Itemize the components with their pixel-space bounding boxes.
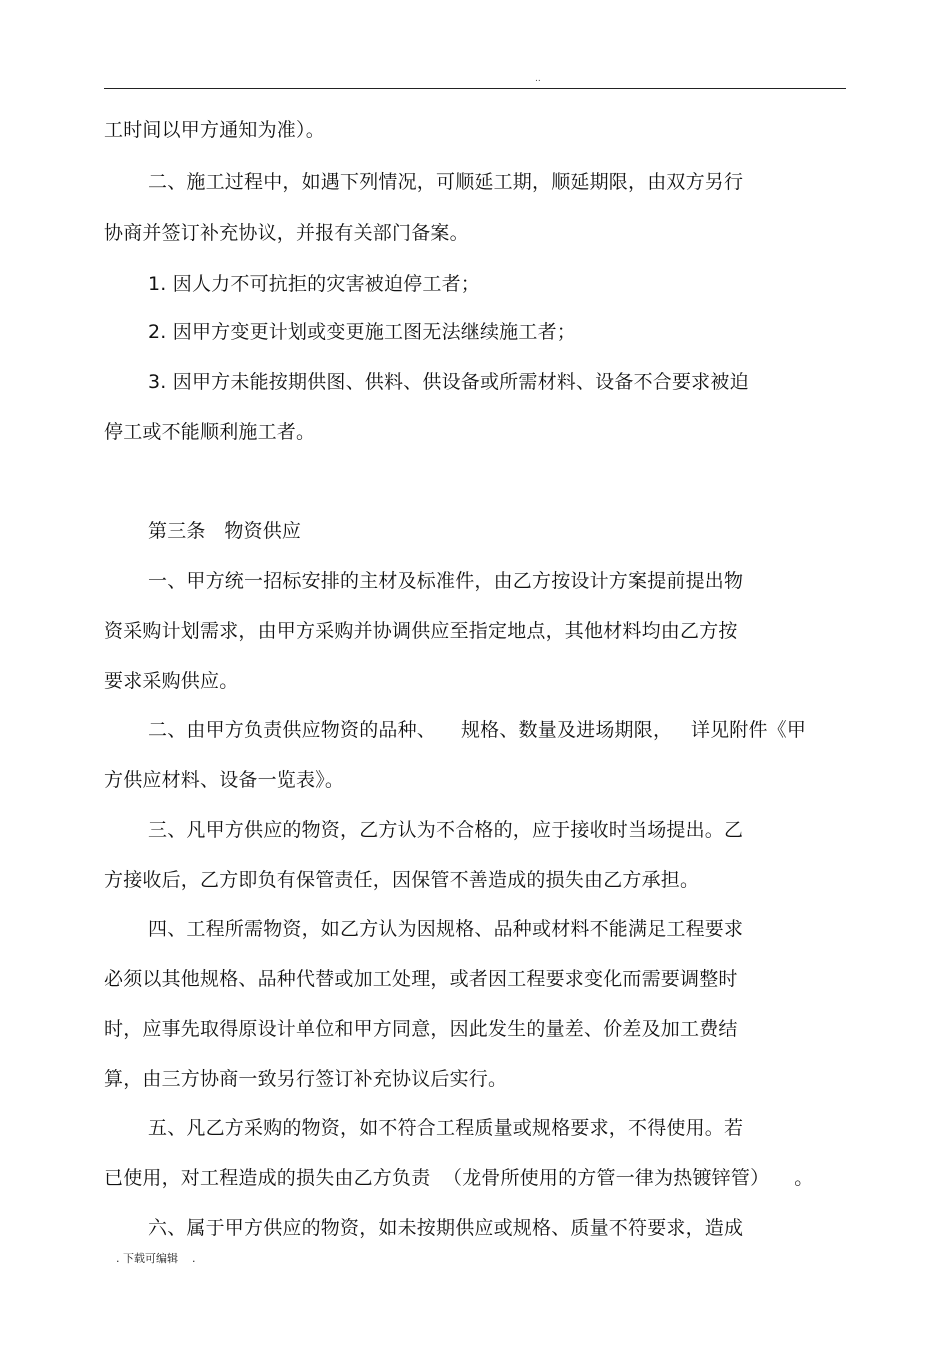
- text-line: 已使用，对工程造成的损失由乙方负责 （龙骨所使用的方管一律为热镀锌管） 。: [104, 1167, 814, 1189]
- text-line: 四、工程所需物资，如乙方认为因规格、品种或材料不能满足工程要求: [148, 918, 744, 940]
- text-line: 2. 因甲方变更计划或变更施工图无法继续施工者；: [148, 321, 576, 343]
- header-rule: [104, 88, 846, 89]
- text-line: 停工或不能顺利施工者。: [104, 421, 316, 443]
- text-line: 要求采购供应。: [104, 670, 239, 692]
- text-line: 二、施工过程中，如遇下列情况，可顺延工期，顺延期限，由双方另行: [148, 171, 744, 193]
- text-line: 1. 因人力不可抗拒的灾害被迫停工者；: [148, 273, 480, 295]
- text-line: 工时间以甲方通知为准）。: [104, 119, 325, 141]
- text-line: 五、凡乙方采购的物资，如不符合工程质量或规格要求，不得使用。若: [148, 1117, 744, 1139]
- text-line: 方供应材料、设备一览表》。: [104, 769, 345, 791]
- header-mark: ..: [535, 74, 541, 84]
- text-line: 二、由甲方负责供应物资的品种、 规格、数量及进场期限， 详见附件《甲: [148, 719, 807, 741]
- text-line: 协商并签订补充协议，并报有关部门备案。: [104, 222, 469, 244]
- text-line: 三、凡甲方供应的物资，乙方认为不合格的，应于接收时当场提出。乙: [148, 819, 744, 841]
- text-line: 时，应事先取得原设计单位和甲方同意，因此发生的量差、价差及加工费结: [104, 1018, 738, 1040]
- section-heading: 第三条 物资供应: [148, 520, 302, 542]
- text-line: 六、属于甲方供应的物资，如未按期供应或规格、质量不符要求，造成: [148, 1217, 744, 1239]
- footer-note: . 下载可编辑 .: [116, 1252, 196, 1265]
- text-line: 资采购计划需求，由甲方采购并协调供应至指定地点，其他材料均由乙方按: [104, 620, 738, 642]
- text-line: 必须以其他规格、品种代替或加工处理，或者因工程要求变化而需要调整时: [104, 968, 738, 990]
- text-line: 方接收后，乙方即负有保管责任，因保管不善造成的损失由乙方承担。: [104, 869, 700, 891]
- text-line: 一、甲方统一招标安排的主材及标准件，由乙方按设计方案提前提出物: [148, 570, 744, 592]
- text-line: 3. 因甲方未能按期供图、供料、供设备或所需材料、设备不合要求被迫: [148, 371, 749, 393]
- text-line: 算，由三方协商一致另行签订补充协议后实行。: [104, 1068, 508, 1090]
